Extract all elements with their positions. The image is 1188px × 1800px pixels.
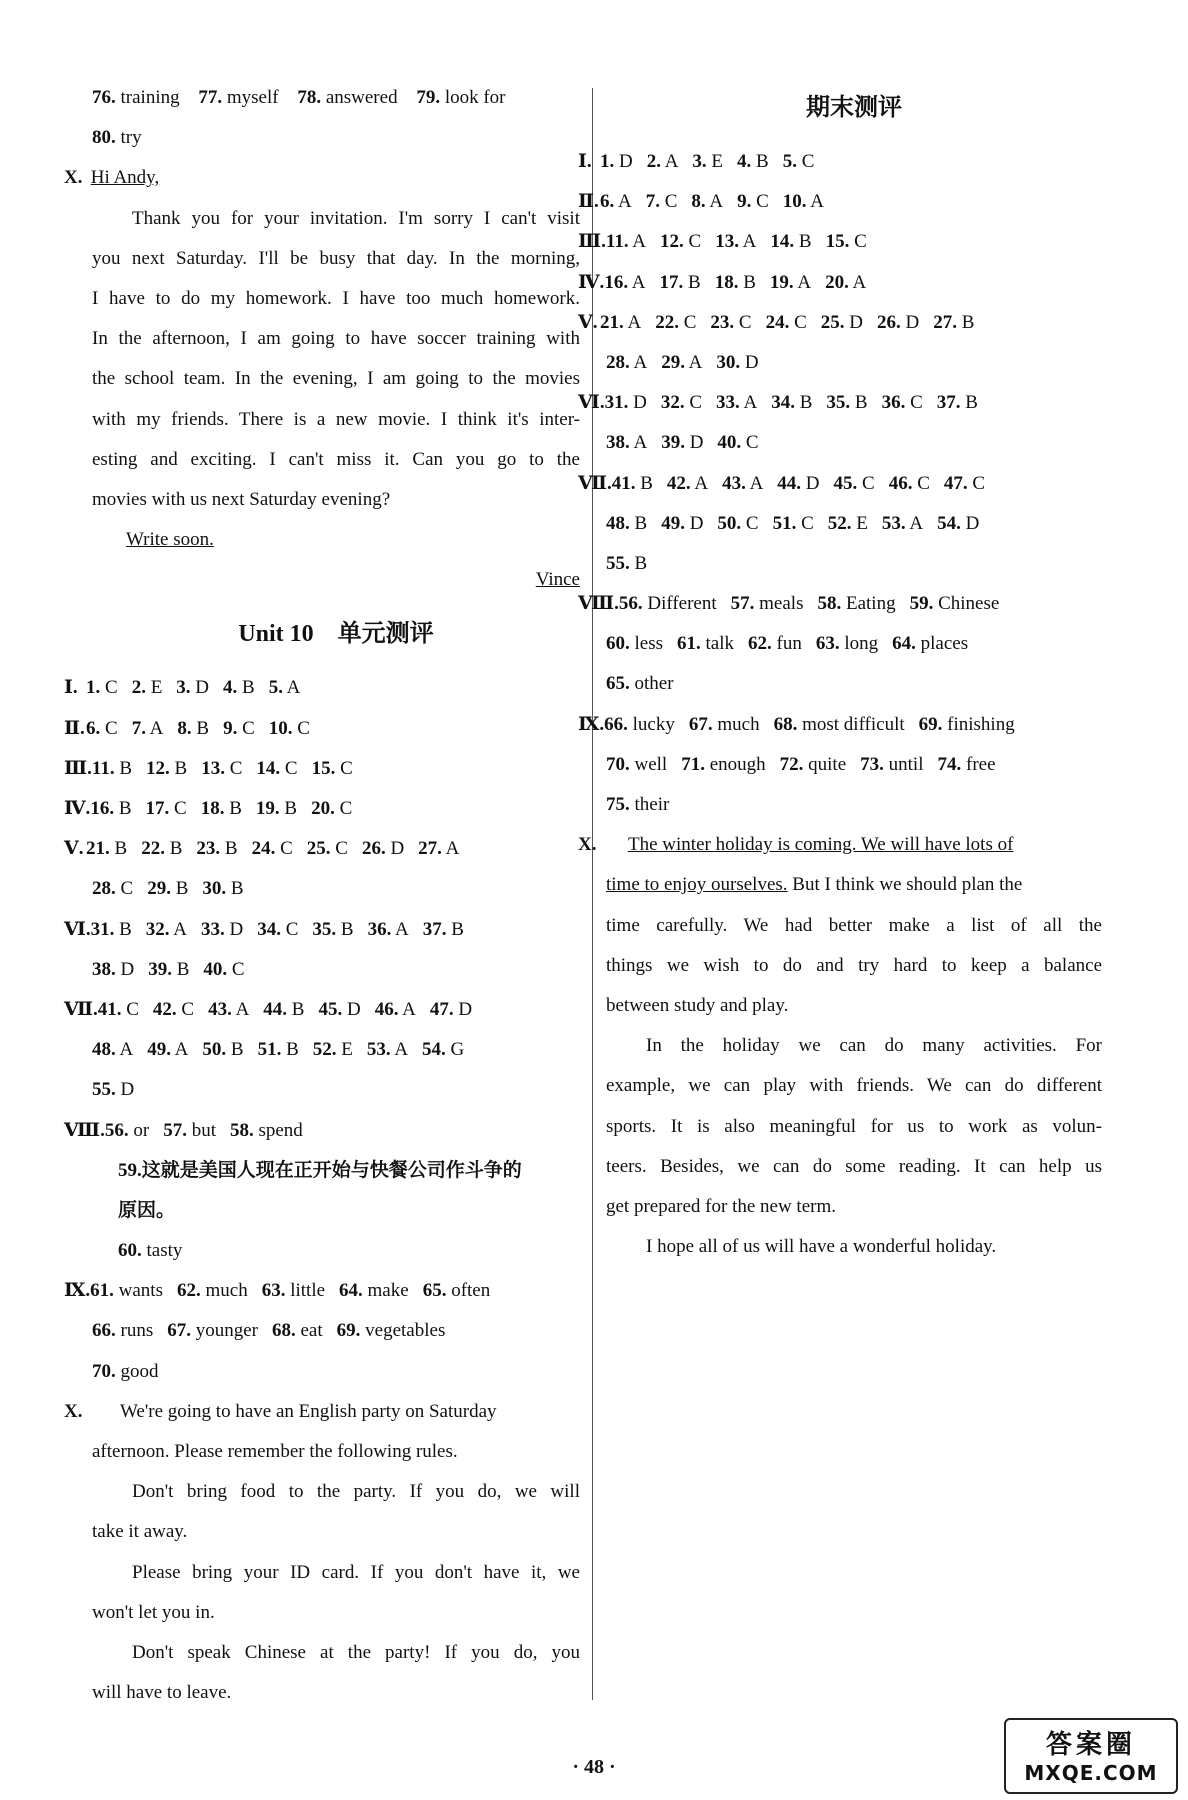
answer-item: 37. B [422,918,464,940]
essay-line: X. The winter holiday is coming. We will have lots of [578,834,1014,856]
rules-line: Don't bring food to the party. If you do, we will [132,1481,580,1503]
answer-item: 54. D [937,512,980,534]
rules-line: afternoon. Please remember the following rules. [92,1441,458,1462]
answer-row [92,1070,580,1110]
section-numeral: Ⅵ. [64,918,91,940]
essay-line: time carefully. We had better make a list of all the [606,914,1102,936]
answer-item: 38. A [606,432,648,454]
answer-item: 40. C [203,958,245,980]
answer-item: 68. most difficult [773,713,905,735]
answer-row: 60. tasty [118,1240,183,1262]
answer-item: 50. B [202,1039,244,1061]
answer-item: 54. G [422,1039,465,1061]
section-numeral: Ⅰ. [64,677,78,699]
answer-row [606,343,1102,383]
answer-item: 45. C [833,472,875,494]
rules-line: Don't speak Chinese at the party! If you do, you [132,1641,580,1663]
answer-item: 24. C [251,838,293,860]
answer-item: 60. less [606,633,663,655]
answer-row [606,785,1102,825]
answer-item: 63. little [261,1280,326,1302]
answer-row [578,182,1102,222]
answer-row [92,950,580,990]
answer-item: 30. B [202,878,244,900]
answer-item: 73. until [860,753,924,775]
section-numeral: Ⅰ. [578,151,592,172]
letter-greeting: X. Hi Andy, [64,167,160,189]
answer-item: 26. D [876,311,920,333]
answer-item: 65. often [422,1280,491,1302]
answer-item: 29. A [661,351,703,373]
answer-item: 23. B [196,838,238,860]
answer-item: 36. A [367,918,409,940]
answer-item: 71. enough [681,753,766,775]
letter-line: movies with us next Saturday evening? [92,488,391,510]
answer-item: 66. lucky [604,713,675,735]
section-numeral: Ⅸ. [578,713,605,735]
answer-item: 13. A [715,231,757,253]
answer-row [578,383,1102,423]
answer-item: 80. try [92,127,142,149]
answer-item: 68. eat [272,1320,323,1342]
answer-item: 77. myself [198,87,279,108]
answer-item: 11. A [605,231,647,253]
answer-item: 56. or [104,1119,150,1141]
answer-item: 25. D [820,311,863,333]
section-numeral: Ⅱ. [64,717,85,739]
answer-item: 46. C [888,472,930,494]
answer-item: 31. D [604,392,647,414]
answer-item: 51. C [772,512,814,534]
answer-item: 57. meals [730,593,804,615]
answer-item: 27. B [933,311,975,333]
answer-item: 18. B [200,798,242,819]
answer-row [578,263,1102,303]
rules-line: won't let you in. [92,1601,215,1623]
letter-line: with my friends. There is a new movie. I think it's inter- [92,408,580,430]
answer-item: 7. A [131,717,164,739]
answer-row [64,990,580,1030]
answer-item: 34. B [771,392,813,414]
letter-signature: Vince [535,569,580,591]
answer-item: 23. C [710,311,752,333]
section-numeral: Ⅳ. [578,271,605,293]
answer-item: 61. talk [677,633,734,655]
answer-item: 46. A [374,998,416,1020]
translation-line: 59.这就是美国人现在正开始与快餐公司作斗争的 [118,1159,522,1181]
answer-item: 58. spend [229,1119,303,1141]
answer-item: 57. but [163,1119,216,1141]
answer-item: 53. A [366,1039,409,1061]
answer-item: 34. C [257,918,299,940]
answer-item: 5. A [268,677,301,699]
answer-item: 25. C [306,838,348,860]
answer-item: 66. runs [92,1320,154,1342]
answer-item: 13. C [201,757,243,779]
answer-item: 7. C [645,191,678,213]
answer-item: 2. A [646,151,679,172]
section-numeral: Ⅶ. [64,998,98,1020]
answer-item: 28. A [606,351,648,373]
essay-line: get prepared for the new term. [606,1195,837,1217]
answer-item: 20. A [825,271,867,293]
essay-line: time to enjoy ourselves. But I think we should plan the [606,874,1023,896]
answer-item: 39. B [148,958,190,980]
answer-row [578,142,1102,182]
answer-item: 15. C [825,231,867,253]
answer-item: 32. C [660,392,703,414]
answer-item: 10. A [782,191,824,213]
answer-item: 19. B [255,798,298,819]
answer-item: 17. B [659,271,701,293]
answer-item: 8. A [691,191,724,213]
answer-row [64,749,580,789]
answer-row [606,664,1102,704]
answer-item: 59. Chinese [909,593,1000,615]
answer-item: 35. B [312,918,354,940]
essay-line: teers. Besides, we can do some reading. It can help us [606,1155,1102,1177]
answer-item: 22. B [141,838,183,860]
rules-intro: X. We're going to have an English party on Saturday [64,1400,497,1422]
section-numeral: Ⅲ. [64,757,92,779]
answer-item: 20. C [311,798,353,819]
answer-item: 9. C [223,717,255,739]
answer-item: 47. D [429,998,473,1020]
answer-item: 52. E [312,1039,353,1061]
answer-item: 12. B [146,757,188,779]
answer-item: 72. quite [779,753,847,775]
answer-row [92,1030,580,1070]
answer-item: 43. A [208,998,250,1020]
answer-item: 69. finishing [918,713,1015,735]
answer-item: 58. Eating [817,593,896,615]
answer-item: 70. well [606,753,668,775]
essay-line: between study and play. [606,994,789,1016]
answer-item: 1. C [86,677,118,699]
answer-item: 36. C [881,392,923,414]
answer-item: 45. D [318,998,361,1020]
letter-line: esting and exciting. I can't miss it. Can you go to the [92,448,580,470]
answer-row [92,1311,580,1351]
watermark-logo: 答案圈 MXQE.COM [1004,1718,1178,1794]
answer-item: 55. D [92,1079,135,1101]
answer-item: 55. B [606,552,648,574]
left-answer-sections [64,668,580,1150]
section-numeral: Ⅳ. [64,798,91,819]
answer-item: 14. C [256,757,298,779]
answer-item: 67. younger [167,1320,258,1342]
letter-line: the school team. In the evening, I am going to the movies [92,368,580,390]
answer-item: 21. A [600,311,642,333]
answer-item: 8. B [177,717,210,739]
answer-item: 64. places [892,633,969,655]
right-answer-sections [578,142,1102,825]
answer-item: 41. B [611,472,653,494]
answer-item: 19. A [769,271,812,293]
answer-item: 26. D [361,838,405,860]
answer-item: 43. A [722,472,764,494]
answer-row [64,709,580,749]
answer-item: 48. B [606,512,648,534]
answer-item: 30. D [716,351,759,373]
answer-row [578,584,1102,624]
section-numeral: Ⅵ. [578,392,605,414]
answer-item: 4. B [223,677,255,699]
answer-item: 79. look for [416,87,506,108]
answer-item: 64. make [339,1280,409,1302]
answer-item: 24. C [765,311,807,333]
answer-item: 41. C [97,998,139,1020]
answer-item: 22. C [655,311,697,333]
rules-line: Please bring your ID card. If you don't have it, we [132,1561,580,1583]
answer-item: 38. D [92,958,135,980]
letter-line: I have to do my homework. I have too much homework. [92,287,580,309]
page-number: · 48 · [572,1756,616,1778]
answer-item: 75. their [606,794,670,815]
essay-line: I hope all of us will have a wonderful holiday. [646,1236,997,1258]
answer-item: 21. B [86,838,128,860]
left-column [64,78,580,1713]
answer-item: 42. C [152,998,195,1020]
answer-item: 28. C [92,878,134,900]
answer-row [578,705,1102,745]
answer-item: 31. B [90,918,132,940]
section-numeral: Ⅸ. [64,1280,91,1302]
answer-item: 49. D [661,512,704,534]
right-column [578,78,1102,1267]
answer-item: 61. wants [90,1280,163,1302]
answer-item: 4. B [737,151,769,172]
answer-item: 27. A [418,838,460,860]
answer-item: 65. other [606,673,674,695]
answer-item: 62. fun [748,633,802,655]
answer-item: 44. D [777,472,820,494]
answer-item: 35. B [826,392,868,414]
letter-line: Thank you for your invitation. I'm sorry I can't visit [132,207,580,229]
section-numeral: Ⅱ. [578,191,599,213]
answer-item: 3. E [692,151,724,172]
section-9 [64,1271,580,1392]
rules-line: will have to leave. [92,1682,232,1704]
answer-item: 5. C [782,151,815,172]
answer-row [64,1111,580,1151]
answer-item: 14. B [770,231,812,253]
answer-row [92,118,580,158]
answer-item: 3. D [176,677,210,699]
answer-item: 11. B [91,757,133,779]
essay-line: sports. It is also meaningful for us to work as volun- [606,1115,1102,1137]
section-numeral: Ⅶ. [578,472,612,494]
answer-item: 17. C [145,798,187,819]
essay-line: things we wish to do and try hard to keep a balance [606,954,1102,976]
answer-row [64,789,580,829]
answer-item: 42. A [666,472,709,494]
answer-row [92,869,580,909]
answer-row [606,544,1102,584]
answer-item: 70. good [92,1360,159,1382]
translation-line: 原因。 [118,1199,176,1221]
answer-item: 10. C [268,717,310,739]
answer-item: 74. free [937,753,996,775]
answer-item: 16. A [604,271,646,293]
answer-row [606,504,1102,544]
answer-item: 33. D [200,918,244,940]
answer-item: 32. A [145,918,187,940]
section-numeral: Ⅴ. [578,311,598,333]
letter-line: you next Saturday. I'll be busy that day. In the morning, [92,247,580,269]
answer-item: 51. B [257,1039,299,1061]
answer-row [606,624,1102,664]
answer-row [606,745,1102,785]
answer-item: 67. much [688,713,760,735]
answer-item: 6. A [600,191,632,213]
answer-item: 18. B [714,271,756,293]
answer-item: 48. A [92,1039,134,1061]
answer-item: 15. C [311,757,353,779]
answer-item: 37. B [936,392,978,414]
answer-item: 39. D [661,432,704,454]
answer-item: 53. A [881,512,924,534]
answer-item: 9. C [737,191,769,213]
answer-item: 78. answered [297,87,398,108]
answer-item: 12. C [660,231,702,253]
unit-title: Unit 10 单元测评 [238,621,434,648]
answer-item: 52. E [827,512,868,534]
answer-item: 49. A [147,1039,189,1061]
answer-item: 2. E [131,677,163,699]
answer-row [64,829,580,869]
answer-item: 1. D [600,151,633,172]
answer-item: 29. B [147,878,189,900]
answer-item: 16. B [90,798,132,819]
answer-item: 44. B [263,998,305,1020]
answer-row [578,303,1102,343]
answer-item: 69. vegetables [336,1320,446,1342]
answer-item: 50. C [717,512,759,534]
essay-line: example, we can play with friends. We can do different [606,1075,1102,1097]
final-test-title: 期末测评 [806,95,902,121]
answer-item: 6. C [86,717,118,739]
answer-row [64,1271,580,1311]
answer-row [64,668,580,708]
section-numeral: Ⅲ. [578,231,606,253]
letter-closing: Write soon. [126,529,214,551]
answer-row [64,910,580,950]
answer-item: 76. training [92,87,180,108]
answer-row [92,78,580,118]
section-numeral: Ⅷ. [64,1119,105,1141]
letter-line: In the afternoon, I am going to have soccer training with [92,328,580,350]
answer-item: 62. much [176,1280,248,1302]
essay-line: In the holiday we can do many activities. For [646,1035,1102,1057]
answer-row [578,222,1102,262]
section-numeral: Ⅴ. [64,838,84,860]
answer-row [578,464,1102,504]
answer-item: 33. A [716,392,758,414]
answer-item: 40. C [717,432,759,454]
answer-item: 47. C [943,472,986,494]
answer-row [606,423,1102,463]
answer-item: 56. Different [618,593,717,615]
section-numeral: Ⅷ. [578,593,619,615]
answer-item: 63. long [815,633,879,655]
answer-row [92,1352,580,1392]
rules-line: take it away. [92,1521,188,1543]
